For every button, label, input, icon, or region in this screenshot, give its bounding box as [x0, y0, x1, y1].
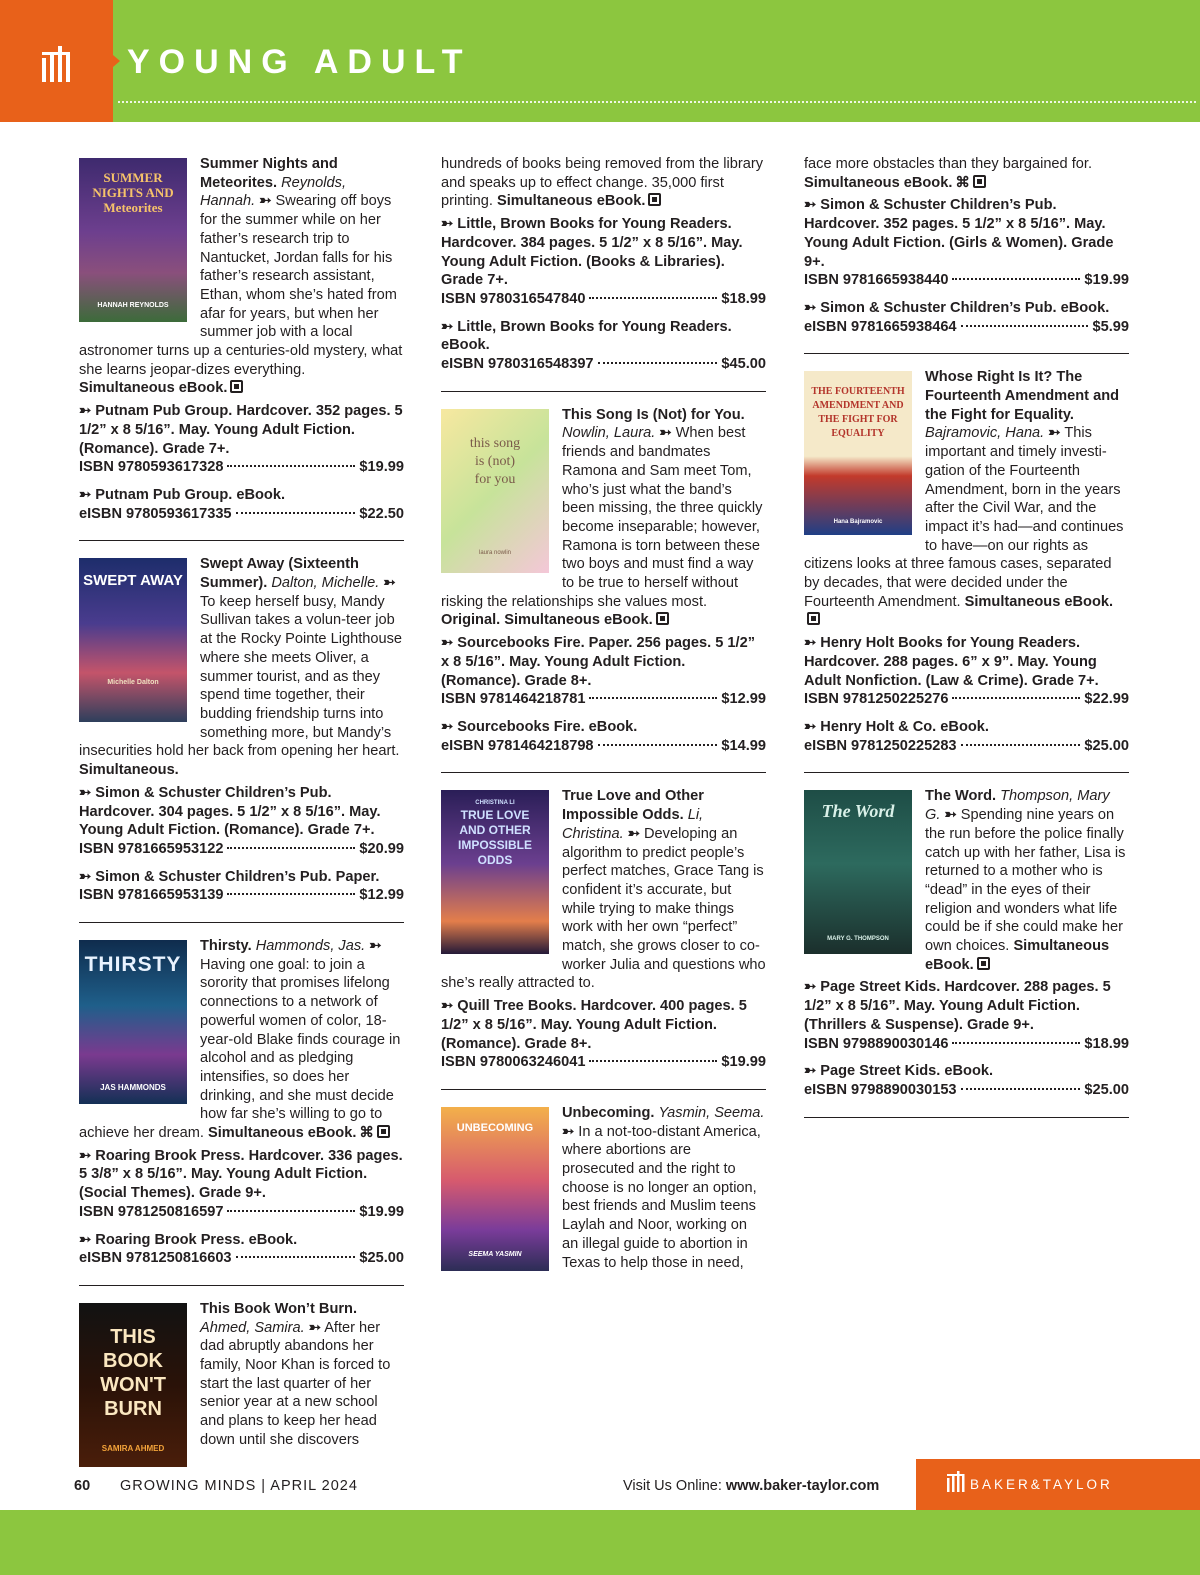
- arrow-icon: ➳: [804, 635, 821, 652]
- entry-divider: [441, 391, 766, 392]
- isbn: eISBN 9780316548397: [441, 356, 594, 373]
- book-author: Reynolds, Hannah.: [200, 174, 347, 210]
- isbn-price-line: [79, 840, 404, 859]
- price: $19.99: [359, 459, 404, 476]
- cover-title: UNBECOMING: [456, 1121, 534, 1134]
- book-note: Simultaneous eBook.: [925, 938, 1110, 973]
- cover-author: JAS HAMMONDS: [100, 1083, 166, 1093]
- isbn-price-line: [441, 1053, 766, 1072]
- entry-divider: [804, 772, 1129, 773]
- entry-divider: [79, 1285, 404, 1286]
- book-note: Simultaneous eBook.: [79, 380, 228, 397]
- book-cover[interactable]: [441, 1107, 549, 1271]
- baker-taylor-mark-icon: [946, 1470, 966, 1494]
- isbn-price-line: [441, 737, 766, 756]
- book-cover[interactable]: [804, 790, 912, 954]
- book-title: This Song Is (Not) for You.: [562, 406, 745, 423]
- isbn-price-line: [79, 1249, 404, 1268]
- format-publisher: ➳ Little, Brown Books for Young Readers. Hardcover. 384 pages. 5 1/2” x 8 5/16”. May. Young Adult Fiction. (Books & Libraries). Grade 7+.: [441, 216, 743, 289]
- isbn: eISBN 9780593617335: [79, 505, 232, 522]
- price: $18.99: [721, 290, 766, 307]
- book-note: Simultaneous eBook.: [208, 1125, 357, 1142]
- book-cover[interactable]: [79, 940, 187, 1104]
- cover-author: Hana Bajramovic: [833, 518, 883, 525]
- format-publisher: ➳ Henry Holt & Co. eBook.: [804, 718, 989, 735]
- format-publisher: ➳ Page Street Kids. Hardcover. 288 pages. 5 1/2” x 8 5/16”. May. Young Adult Fiction. (Thrillers & Suspense). Grade 9+.: [804, 979, 1111, 1033]
- cover-title: THE FOURTEENTH AMENDMENT AND THE FIGHT FOR EQUALITY: [811, 386, 905, 440]
- book-entry: [441, 406, 766, 767]
- arrow-icon: ➳: [562, 1123, 575, 1140]
- entry-divider: [441, 772, 766, 773]
- book-title: Summer Nights and Meteorites.: [200, 156, 338, 191]
- price: $19.99: [721, 1054, 766, 1071]
- book-entry: [79, 155, 404, 534]
- logo-arrow: [113, 55, 120, 67]
- arrow-icon: ➳: [659, 425, 672, 442]
- book-entry: [804, 787, 1129, 1110]
- arrow-icon: ➳: [79, 486, 96, 503]
- format-publisher: ➳ Page Street Kids. eBook.: [804, 1063, 994, 1080]
- book-blurb: Developing an algorithm to predict people’s perfect matches, Grace Tang is confident it’s accurate, but while trying to make things work with her own “perfect” match, she grows closer to co-worker Julia and questions who she’s really attracted to.: [441, 825, 766, 992]
- format-publisher: ➳ Quill Tree Books. Hardcover. 400 pages. 5 1/2” x 8 5/16”. May. Young Adult Fiction. (Romance). Grade 8+.: [441, 998, 747, 1052]
- book-cover[interactable]: [441, 409, 549, 573]
- footer-band: [0, 1510, 1200, 1575]
- isbn-price-line: [441, 290, 766, 309]
- price: $12.99: [359, 887, 404, 904]
- isbn-price-line: [804, 318, 1129, 337]
- ebook-icon: [973, 175, 986, 188]
- isbn-price-line: [804, 690, 1129, 709]
- book-title: Unbecoming.: [562, 1104, 655, 1121]
- book-entry: [441, 1104, 766, 1278]
- format-publisher: ➳ Little, Brown Books for Young Readers. eBook.: [441, 318, 732, 354]
- format-publisher: ➳ Henry Holt Books for Young Readers. Hardcover. 288 pages. 6” x 9”. May. Young Adult Nonfiction. (Law & Crime). Grade 7+.: [804, 635, 1099, 689]
- book-entry: [79, 555, 404, 916]
- price: $25.00: [1084, 1081, 1129, 1098]
- book-title: Thirsty.: [200, 938, 252, 955]
- format-publisher: ➳ Roaring Brook Press. eBook.: [79, 1231, 298, 1248]
- format-publisher: ➳ Simon & Schuster Children’s Pub. Hardcover. 304 pages. 5 1/2” x 8 5/16”. May. Young Adult Fiction. (Romance). Grade 7+.: [79, 784, 381, 839]
- format-publisher: ➳ Sourcebooks Fire. eBook.: [441, 718, 638, 735]
- format-publisher: ➳ Putnam Pub Group. eBook.: [79, 486, 286, 503]
- cover-author: HANNAH REYNOLDS: [97, 302, 169, 310]
- entry-divider: [441, 1089, 766, 1090]
- entry-divider: [79, 922, 404, 923]
- arrow-icon: ➳: [804, 718, 821, 735]
- isbn: ISBN 9781250225276: [804, 691, 949, 708]
- book-author: Li, Christina.: [562, 807, 704, 842]
- price: $14.99: [721, 737, 766, 754]
- format-publisher: ➳ Roaring Brook Press. Hardcover. 336 pages. 5 3/8” x 8 5/16”. May. Young Adult Fiction. (Social Themes). Grade 9+.: [79, 1147, 403, 1202]
- isbn: eISBN 9798890030153: [804, 1081, 957, 1098]
- cover-author: MARY G. THOMPSON: [827, 935, 889, 942]
- entry-divider: [79, 540, 404, 541]
- logo-box: [0, 0, 113, 122]
- ebook-icon: [807, 612, 820, 625]
- column-3: [804, 155, 1129, 1132]
- book-cover[interactable]: [441, 790, 549, 954]
- price: $22.50: [359, 505, 404, 522]
- arrow-icon: ➳: [79, 1147, 96, 1164]
- isbn-price-line: [804, 271, 1129, 290]
- arrow-icon: ➳: [804, 979, 821, 996]
- book-blurb: This important and timely investi-gation of the Fourteenth Amendment, born in the years after the Civil War, and the impact it’s had—and continues to have—on our rights as citizens looks at three famous cases, separated by decades, that were decided under the Fourteenth Amendment.: [804, 425, 1124, 610]
- ebook-icon: [656, 612, 669, 625]
- price: $19.99: [359, 1203, 404, 1220]
- header-divider: [118, 101, 1196, 103]
- ebook-icon: [977, 957, 990, 970]
- book-blurb: In a not-too-distant America, where abortions are prosecuted and the right to choose is no longer an option, best friends and Muslim teens Laylah and Noor, working on an illegal guide to abortion in Texas to help those in need,: [562, 1123, 761, 1271]
- arrow-icon: ➳: [944, 807, 957, 824]
- book-author: Yasmin, Seema.: [658, 1104, 765, 1121]
- cover-title: SUMMER NIGHTS AND Meteorites: [92, 170, 174, 215]
- arrow-icon: ➳: [79, 1231, 96, 1248]
- book-entry-continued: [441, 155, 766, 385]
- book-blurb: To keep herself busy, Mandy Sullivan takes a volun-teer job at the Rocky Pointe Lighthouse where she meets Oliver, a summer tourist, and as they spend time together, their budding friendship turns into something more, but Mandy’s insecurities hold her back from opening her heart.: [79, 593, 403, 760]
- book-entry: [79, 937, 404, 1279]
- command-icon: ⌘: [359, 1125, 374, 1142]
- arrow-icon: ➳: [369, 938, 382, 955]
- book-blurb: After her dad abruptly abandons her family, Noor Khan is forced to start the last quarter of her senior year at a new school and plans to keep her head down until she discovers: [200, 1319, 391, 1448]
- isbn: eISBN 9781250225283: [804, 737, 957, 754]
- format-publisher: ➳ Putnam Pub Group. Hardcover. 352 pages. 5 1/2” x 8 5/16”. May. Young Adult Fiction. (Romance). Grade 7+.: [79, 403, 403, 457]
- baker-taylor-logo-icon: [40, 44, 78, 86]
- cover-author: SEEMA YASMIN: [468, 1251, 522, 1259]
- arrow-icon: ➳: [79, 784, 96, 801]
- arrow-icon: ➳: [804, 1063, 821, 1080]
- cover-title: THIRSTY: [84, 953, 182, 977]
- cover-author: SAMIRA AHMED: [101, 1444, 165, 1454]
- book-blurb: Spending nine years on the run before the police finally catch up with her father, Lisa is returned to a mother who is “dead” in the eyes of their religion and wonders what life could be if she could make her own choices.: [925, 807, 1126, 955]
- isbn-price-line: [79, 505, 404, 524]
- book-note: Simultaneous.: [79, 762, 179, 779]
- isbn-price-line: [804, 1035, 1129, 1054]
- isbn: ISBN 9798890030146: [804, 1035, 949, 1052]
- arrow-icon: ➳: [79, 868, 96, 885]
- arrow-icon: ➳: [441, 635, 458, 652]
- page-number: 60: [74, 1478, 91, 1494]
- arrow-icon: ➳: [627, 825, 640, 842]
- cover-author: CHRISTINA LI: [475, 800, 515, 807]
- book-entry: [441, 787, 766, 1083]
- isbn-price-line: [79, 1203, 404, 1222]
- price: $5.99: [1092, 318, 1129, 335]
- arrow-icon: ➳: [441, 216, 458, 233]
- book-author: Thompson, Mary G.: [925, 788, 1110, 824]
- issue-label: GROWING MINDS | APRIL 2024: [120, 1478, 358, 1494]
- book-note: Simultaneous eBook.: [964, 593, 1114, 610]
- book-note: Simultaneous eBook.: [804, 174, 953, 191]
- price: $12.99: [721, 691, 766, 708]
- book-title: Swept Away (Sixteenth Summer).: [200, 556, 359, 592]
- price: $20.99: [359, 840, 404, 857]
- book-author: Bajramovic, Hana.: [925, 425, 1045, 442]
- book-note: Original. Simultaneous eBook.: [441, 612, 653, 629]
- isbn: ISBN 9780316547840: [441, 290, 586, 307]
- book-author: Ahmed, Samira.: [200, 1319, 305, 1336]
- book-blurb: When best friends and bandmates Ramona and Sam meet Tom, who’s just what the band’s been missing, the three quickly become inseparable; however, Ramona is torn between these two boys and must find a way to be true to herself without risking the relationships she values most.: [441, 425, 763, 610]
- entry-divider: [804, 353, 1129, 354]
- isbn: ISBN 9781665953122: [79, 840, 224, 857]
- ebook-icon: [230, 380, 243, 393]
- arrow-icon: ➳: [259, 193, 272, 210]
- cover-title: TRUE LOVE AND OTHER IMPOSSIBLE ODDS: [457, 808, 532, 868]
- book-title: The Word.: [925, 788, 997, 805]
- isbn: ISBN 9780593617328: [79, 459, 224, 476]
- format-publisher: ➳ Simon & Schuster Children’s Pub. Hardcover. 352 pages. 5 1/2” x 8 5/16”. May. Young Adult Fiction. (Girls & Women). Grade 9+.: [804, 197, 1114, 270]
- price: $18.99: [1084, 1035, 1129, 1052]
- isbn: ISBN 9781250816597: [79, 1203, 224, 1220]
- isbn-price-line: [441, 355, 766, 374]
- ebook-icon: [377, 1125, 390, 1138]
- cover-title: this song is (not) for you: [469, 435, 521, 487]
- arrow-icon: ➳: [308, 1319, 321, 1336]
- website-link[interactable]: www.baker-taylor.com: [725, 1478, 880, 1494]
- isbn: eISBN 9781665938464: [804, 318, 957, 335]
- price: $45.00: [721, 356, 766, 373]
- book-title: True Love and Other Impossible Odds.: [562, 788, 704, 824]
- isbn: ISBN 9781464218781: [441, 691, 586, 708]
- book-blurb: Swearing off boys for the summer while on her father’s research trip to Nantucket, Jordan falls for his father’s research assistant, Ethan, whom she’s hated from afar for years, but when her summer job with a local astronomer turns up a centuries-old mystery, what she learns jeopar-dizes everything.: [79, 193, 403, 378]
- isbn-price-line: [441, 690, 766, 709]
- column-2: [441, 155, 766, 1278]
- cover-title: THIS BOOK WON'T BURN: [100, 1325, 166, 1420]
- format-publisher: ➳ Simon & Schuster Children’s Pub. Paper.: [79, 868, 380, 885]
- book-blurb: hundreds of books being removed from the library and speaks up to effect change. 35,000 first printing.: [441, 156, 764, 210]
- book-author: Dalton, Michelle.: [271, 575, 380, 592]
- book-cover[interactable]: [79, 1303, 187, 1467]
- price: $22.99: [1084, 691, 1129, 708]
- cover-title: The Word: [821, 801, 895, 822]
- ebook-icon: [648, 193, 661, 206]
- section-header: [0, 0, 1200, 122]
- book-description: [441, 155, 766, 211]
- arrow-icon: ➳: [441, 318, 458, 335]
- cover-author: Michelle Dalton: [107, 678, 159, 686]
- book-author: Hammonds, Jas.: [255, 938, 366, 955]
- isbn: ISBN 9780063246041: [441, 1054, 586, 1071]
- cover-title: SWEPT AWAY: [83, 572, 183, 590]
- arrow-icon: ➳: [441, 718, 458, 735]
- book-description: [804, 155, 1129, 192]
- isbn-price-line: [79, 886, 404, 905]
- column-1: [79, 155, 404, 1473]
- format-publisher: ➳ Sourcebooks Fire. Paper. 256 pages. 5 1/2” x 8 5/16”. May. Young Adult Fiction. (Romance). Grade 8+.: [441, 635, 755, 689]
- visit-online: [623, 1478, 879, 1494]
- isbn: eISBN 9781250816603: [79, 1250, 232, 1267]
- book-author: Nowlin, Laura.: [562, 425, 656, 442]
- book-entry: [79, 1300, 404, 1473]
- arrow-icon: ➳: [383, 575, 396, 592]
- arrow-icon: ➳: [804, 197, 821, 214]
- book-blurb: face more obstacles than they bargained for.: [804, 156, 1092, 172]
- book-cover[interactable]: [79, 158, 187, 322]
- isbn-price-line: [804, 1081, 1129, 1100]
- arrow-icon: ➳: [79, 403, 96, 420]
- isbn: eISBN 9781464218798: [441, 737, 594, 754]
- price: $25.00: [359, 1250, 404, 1267]
- arrow-icon: ➳: [1048, 425, 1061, 442]
- section-title: YOUNG ADULT: [127, 43, 472, 81]
- isbn: ISBN 9781665953139: [79, 887, 224, 904]
- isbn-price-line: [804, 737, 1129, 756]
- command-icon: ⌘: [955, 174, 970, 191]
- arrow-icon: ➳: [804, 299, 821, 316]
- brand-name: BAKER&TAYLOR: [970, 1477, 1113, 1492]
- price: $25.00: [1084, 737, 1129, 754]
- arrow-icon: ➳: [441, 998, 458, 1015]
- isbn: ISBN 9781665938440: [804, 272, 949, 289]
- visit-label: Visit Us Online:: [623, 1478, 722, 1494]
- book-note: Simultaneous eBook.: [496, 193, 646, 210]
- book-entry-continued: [804, 155, 1129, 347]
- format-publisher: ➳ Simon & Schuster Children’s Pub. eBook.: [804, 299, 1110, 316]
- cover-author: laura nowlin: [478, 550, 512, 557]
- book-title: Whose Right Is It? The Fourteenth Amendment and the Fight for Equality.: [925, 369, 1120, 423]
- book-cover[interactable]: [79, 558, 187, 722]
- entry-divider: [804, 1117, 1129, 1118]
- book-entry: [804, 368, 1129, 766]
- book-blurb: Having one goal: to join a sorority that promises lifelong connections to a network of powerful women of color, 18-year-old Blake finds courage in alcohol and as pledging intensifies, so does her drinking, and she must decide how far she’s willing to go to achieve her dream.: [79, 956, 401, 1142]
- book-cover[interactable]: [804, 371, 912, 535]
- book-title: This Book Won’t Burn.: [200, 1300, 358, 1317]
- price: $19.99: [1084, 272, 1129, 289]
- isbn-price-line: [79, 458, 404, 477]
